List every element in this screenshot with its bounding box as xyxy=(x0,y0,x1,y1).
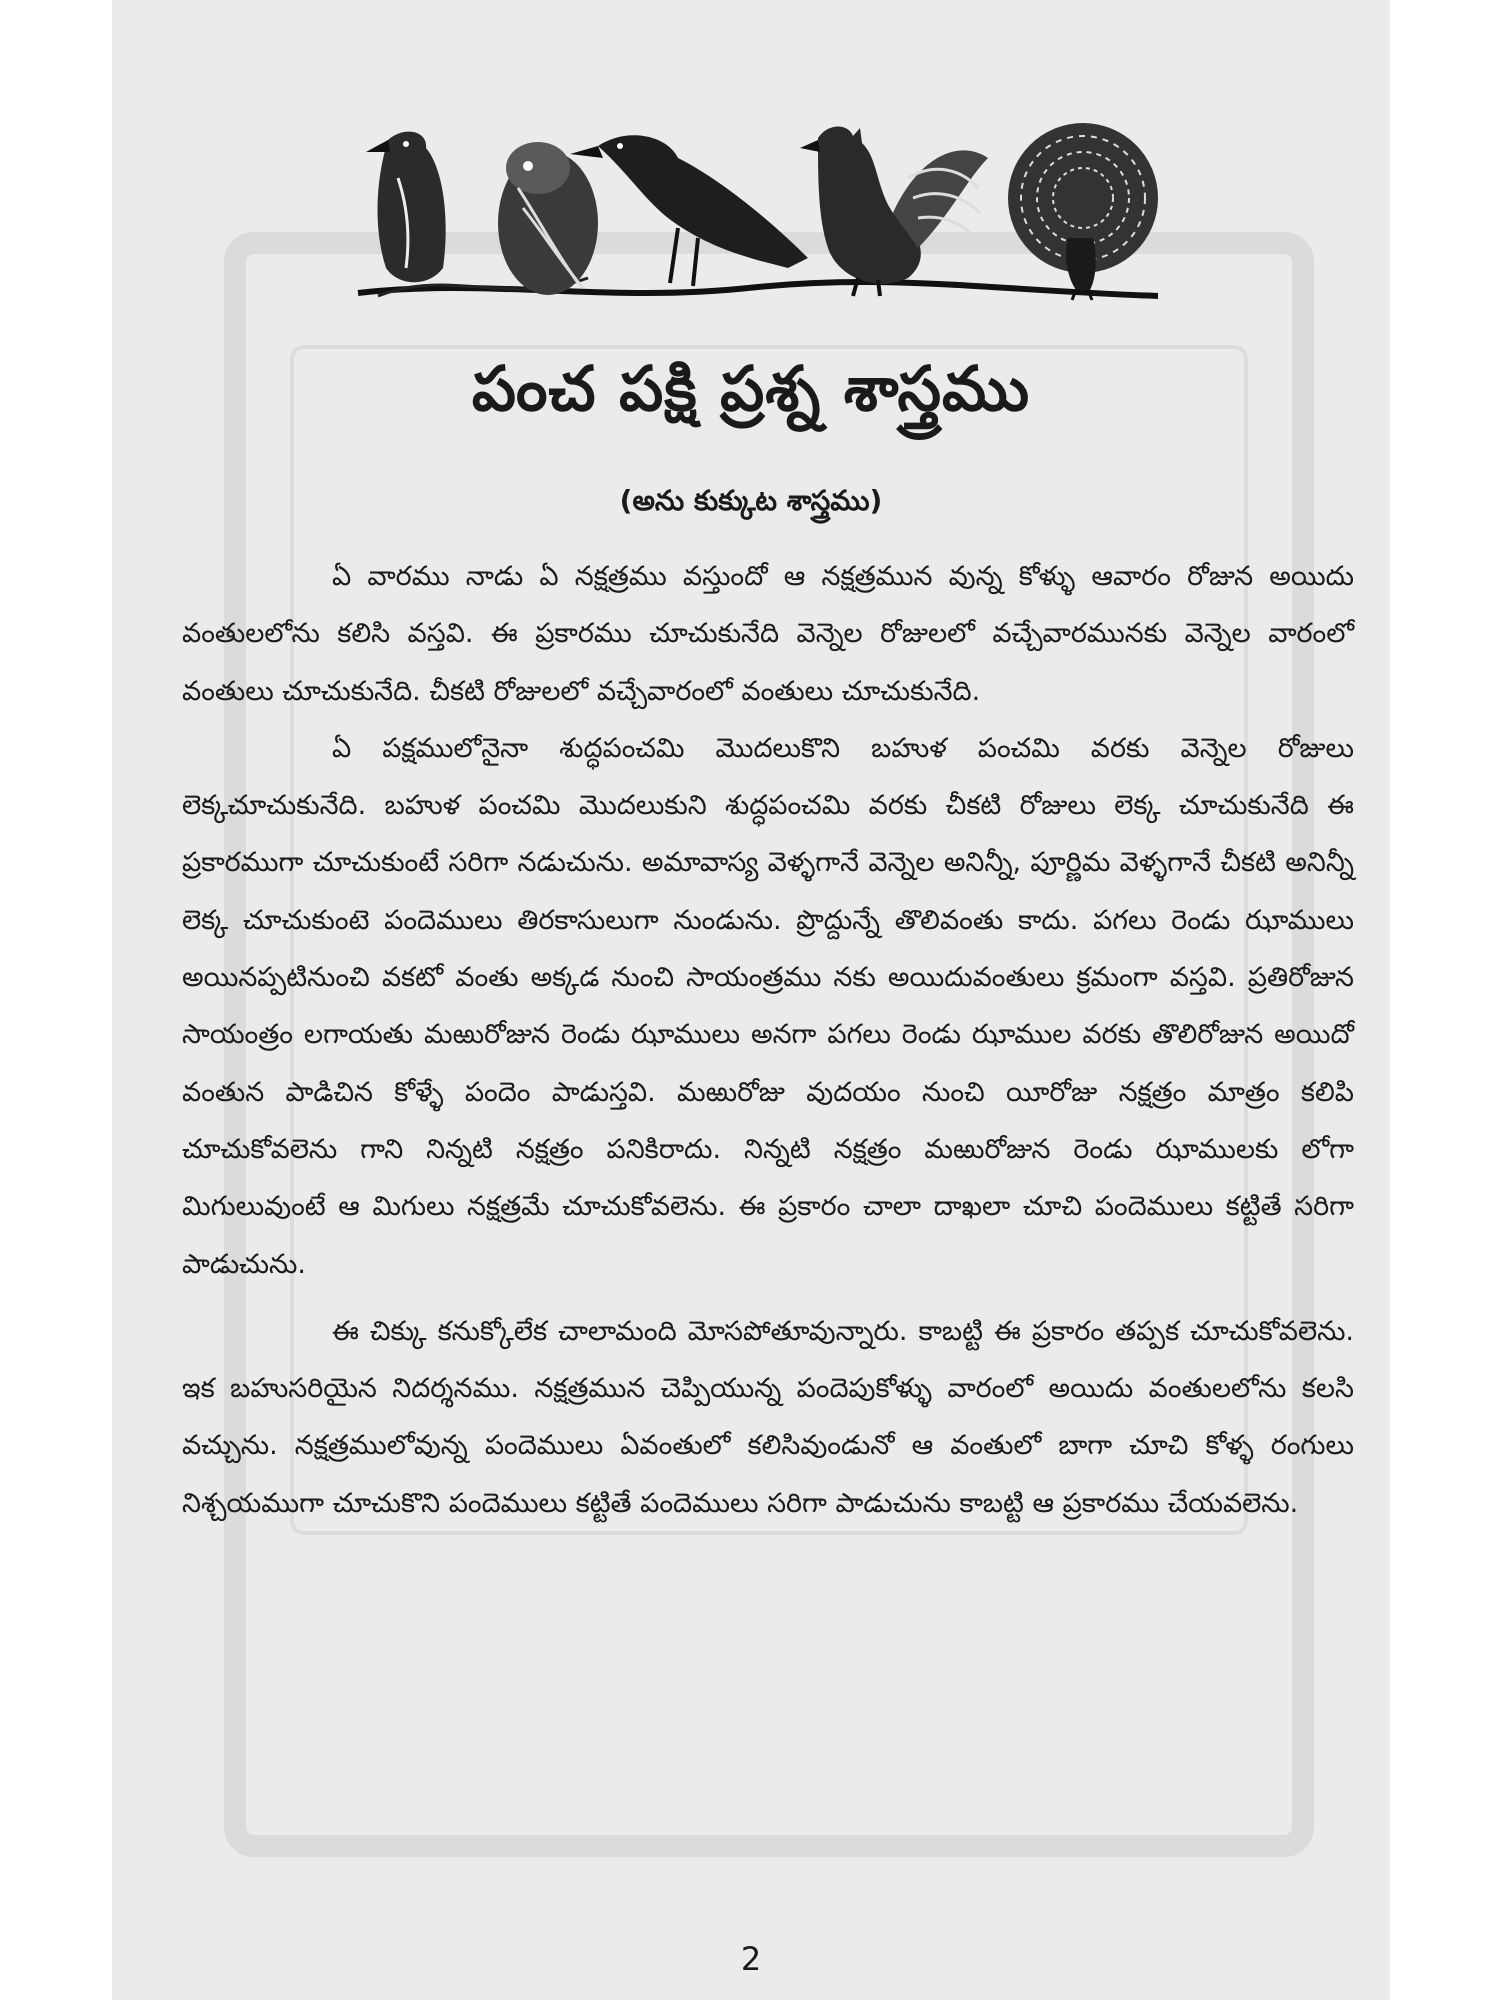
page-number: 2 xyxy=(740,1940,762,1978)
body-text xyxy=(182,548,1354,1532)
page-title: పంచ పక్షి ప్రశ్న శాస్త్రము xyxy=(471,352,1031,425)
rooster-icon xyxy=(800,126,988,296)
owl-icon xyxy=(498,142,598,295)
paragraph-1: ఏ వారము నాడు ఏ నక్షత్రము వస్తుందో ఆ నక్షత్రమున వున్న కోళ్ళు ఆవారం రోజున అయిదు వంతులలోను కలిసి వస్తవి. ఈ ప్రకారము చూచుకునేది వెన్నెల రోజులలో వచ్చేవారమునకు వెన్నెల వారంలో వంతులు చూచుకునేది. చీకటి రోజులలో వచ్చేవారంలో వంతులు చూచుకునేది. xyxy=(182,561,1354,707)
paragraph-3: ఈ చిక్కు కనుక్కోలేక చాలామంది మోసపోతూవున్నారు. కాబట్టి ఈ ప్రకారం తప్పక చూచుకోవలెను. ఇక బహుసరియైన నిదర్శనము. నక్షత్రమున చెప్పియున్న పందెపుకోళ్ళు వారంలో అయిదు వంతులలోను కలసి వచ్చును. నక్షత్రములోవున్న పందెములు ఏవంతులో కలిసివుండునో ఆ వంతులో బాగా చూచి కోళ్ళ రంగులు నిశ్చయముగా చూచుకొని పందెములు కట్టితే పందెములు సరిగా పాడుచును కాబట్టి ఆ ప్రకారము చేయవలెను. xyxy=(182,1315,1354,1519)
page-subtitle: (అను కుక్కుట శాస్త్రము) xyxy=(619,484,883,517)
crow-icon xyxy=(570,135,808,286)
eagle-icon xyxy=(366,132,446,283)
five-birds-illustration xyxy=(348,118,1164,308)
peacock-icon xyxy=(1008,123,1158,300)
book-page xyxy=(112,0,1390,2000)
paragraph-2: ఏ పక్షములోనైనా శుద్ధపంచమి మొదలుకొని బహుళ పంచమి వరకు వెన్నెల రోజులు లెక్కచూచుకునేది. బహుళ పంచమి మొదలుకుని శుద్ధపంచమి వరకు చీకటి రోజులు లెక్క చూచుకునేది ఈ ప్రకారముగా చూచుకుంటే సరిగా నడుచును. అమావాస్య వెళ్ళగానే వెన్నెల అనిన్నీ, పూర్ణిమ వెళ్ళగానే చీకటి అనిన్నీ లెక్క చూచుకుంటె పందెములు తిరకాసులుగా నుండును. ప్రొద్దున్నే తొలివంతు కాదు. పగలు రెండు ఝాములు అయినప్పటినుంచి వకటో వంతు అక్కడ నుంచి సాయంత్రము నకు అయిదువంతులు క్రమంగా వస్తవి. ప్రతిరోజున సాయంత్రం లగాయతు మఱురోజున రెండు ఝాములు అనగా పగలు రెండు ఝాముల వరకు తొలిరోజున అయిదో వంతున పాడిచిన కోళ్ళే పందెం పాడుస్తవి. మఱురోజు వుదయం నుంచి యీరోజు నక్షత్రం మాత్రం కలిపి చూచుకోవలెను గాని నిన్నటి నక్షత్రం పనికిరాదు. నిన్నటి నక్షత్రం మఱురోజున రెండు ఝాములకు లోగా మిగులువుంటే ఆ మిగులు నక్షత్రమే చూచుకోవలెను. ఈ ప్రకారం చాలా దాఖలా చూచి పందెములు కట్టితే సరిగా పాడుచును. xyxy=(182,732,1354,1280)
